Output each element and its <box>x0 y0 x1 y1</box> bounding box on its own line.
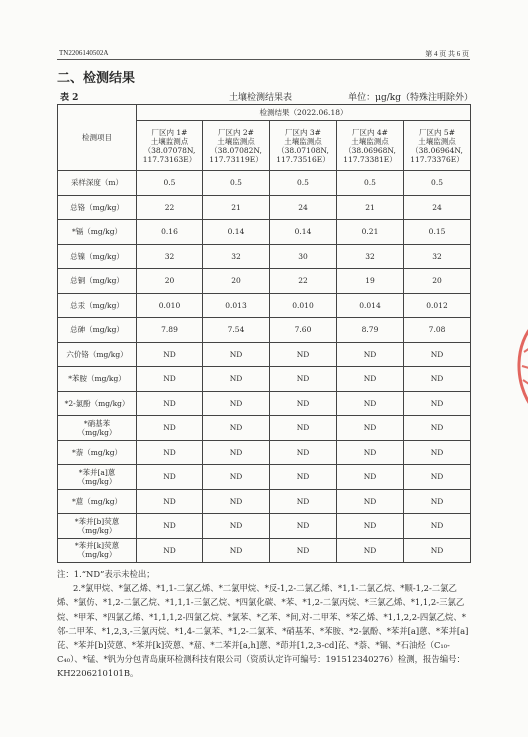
value-cell: 8.79 <box>337 318 404 343</box>
cell-line: 土壤监测点 <box>284 136 322 146</box>
value-cell: 24 <box>270 195 337 220</box>
value-cell: 32 <box>337 244 404 269</box>
value-cell: ND <box>404 416 471 441</box>
value-cell: ND <box>270 440 337 465</box>
value-cell: ND <box>137 538 203 563</box>
table-row <box>58 269 471 294</box>
cell-line: 土壤监测点 <box>418 136 456 146</box>
value-cell: ND <box>137 514 203 539</box>
note-2: 2.*氯甲烷、*氯乙烯、*1,1-二氯乙烯、*二氯甲烷、*反-1,2-二氯乙烯、*1,1-二氯乙烷、*顺-1,2-二氯乙烯、*氯仿、*1,2-二氯乙烷、*1,1,1-三氯乙烷、*四氯化碳、*苯、*1,2-二氯丙烷、*三氯乙烯、*1,1,2-三氯乙烷、*甲苯、*四氯乙烯、*1,1,1,2-四氯乙烷、*氯苯、*乙苯、*间,对-二甲苯、*苯乙烯、*1,1,2,2-四氯乙烷、*邻-二甲苯、*1,2,3,-三氯丙烷、*1,4-二氯苯、*1,2-二氯苯、*硝基苯、*苯胺、*2-氯酚、*苯并[a]蒽、*苯并[a]芘、*苯并[b]荧蒽、*苯并[k]荧蒽、*䓛、*二苯并[a,h]蒽、*茚并[1,2,3-cd]芘、*萘、*镉、*石油烃（C₁₀-C₄₀）、*锰、*钒为分包青岛康环检测科技有限公司（资质认定许可编号：191512340276）检测，报告编号：KH2206210101B。 <box>57 583 469 679</box>
value-cell: ND <box>337 465 404 490</box>
notes <box>57 567 471 681</box>
item-cell <box>58 514 137 539</box>
value-cell: 24 <box>404 195 471 220</box>
table-row <box>58 367 471 392</box>
point-header <box>337 121 404 171</box>
table-label: 表 2 <box>60 93 79 103</box>
value-cell: 22 <box>270 269 337 294</box>
cell-line: 总铬（mg/kg） <box>70 202 124 212</box>
value-cell: ND <box>203 367 270 392</box>
cell-line: *萘（mg/kg） <box>71 447 123 457</box>
value-cell: ND <box>404 514 471 539</box>
cell-line: 土壤监测点 <box>150 136 189 146</box>
value-cell: ND <box>203 391 270 416</box>
cell-line: （mg/kg） <box>77 525 117 535</box>
value-cell: ND <box>203 489 270 514</box>
value-cell: 0.5 <box>404 171 471 196</box>
value-cell: ND <box>337 538 404 563</box>
value-cell: ND <box>137 465 203 490</box>
table-row <box>58 342 471 367</box>
cell-line: 采样深度（m） <box>70 178 124 188</box>
note-1: 注：1.“ND”表示未检出； <box>57 569 155 579</box>
cell-line: 厂区内 5# <box>419 127 455 137</box>
cell-line: （38.06964N, <box>411 145 463 155</box>
header-row <box>58 105 471 121</box>
cell-line: *苯胺（mg/kg） <box>68 374 126 384</box>
value-cell: ND <box>270 514 337 539</box>
cell-line: 117.73119E） <box>209 154 263 164</box>
point-header <box>203 121 270 171</box>
value-cell: 20 <box>203 269 270 294</box>
value-cell: 0.5 <box>203 171 270 196</box>
cell-line: *苯并[b]荧蒽 <box>74 516 120 526</box>
item-cell <box>58 220 137 245</box>
soil-results-table <box>57 104 471 563</box>
value-cell: 7.89 <box>137 318 203 343</box>
item-cell <box>58 416 137 441</box>
cell-line: *硝基苯 <box>83 418 111 428</box>
header-divider <box>57 59 470 60</box>
value-cell: ND <box>404 440 471 465</box>
table-row <box>58 293 471 318</box>
table-row <box>58 514 471 539</box>
table-row <box>58 440 471 465</box>
cell-line: 总镍（mg/kg） <box>70 251 124 261</box>
value-cell: ND <box>270 489 337 514</box>
value-cell: 0.14 <box>270 220 337 245</box>
cell-line: （38.06968N, <box>344 145 396 155</box>
table-title: 土壤检测结果表 <box>229 93 293 103</box>
table-row <box>58 391 471 416</box>
item-cell <box>58 489 137 514</box>
table-unit: 单位：μg/kg（特殊注明除外） <box>348 93 473 103</box>
value-cell: ND <box>203 465 270 490</box>
cell-line: *镉（mg/kg） <box>71 227 123 237</box>
page-info: 第 4 页 共 6 页 <box>425 50 469 58</box>
cell-line: *䓛（mg/kg） <box>71 496 123 506</box>
value-cell: 32 <box>404 244 471 269</box>
value-cell: 0.012 <box>404 293 471 318</box>
cell-line: 厂区内 1# <box>151 127 188 137</box>
value-cell: 0.15 <box>404 220 471 245</box>
item-cell <box>58 391 137 416</box>
cell-line: （38.07078N, <box>143 145 196 155</box>
table-row <box>58 416 471 441</box>
table-row <box>58 171 471 196</box>
point-header <box>270 121 337 171</box>
value-cell: 0.16 <box>137 220 203 245</box>
cell-line: *苯并[k]荧蒽 <box>74 541 120 551</box>
value-cell: 19 <box>337 269 404 294</box>
table-row <box>58 244 471 269</box>
cell-line: （mg/kg） <box>77 550 117 560</box>
item-header: 检测项目 <box>58 105 137 171</box>
point-header <box>404 121 471 171</box>
value-cell: ND <box>337 342 404 367</box>
table-row <box>58 538 471 563</box>
value-cell: ND <box>137 391 203 416</box>
table-caption <box>57 90 473 102</box>
value-cell: ND <box>270 416 337 441</box>
cell-line: （mg/kg） <box>77 427 117 437</box>
value-cell: 7.60 <box>270 318 337 343</box>
value-cell: ND <box>270 391 337 416</box>
cell-line: 厂区内 2# <box>218 127 254 137</box>
value-cell: ND <box>137 342 203 367</box>
report-number: TN2206140502A <box>59 49 109 57</box>
item-cell <box>58 269 137 294</box>
value-cell: ND <box>203 342 270 367</box>
table-row <box>58 220 471 245</box>
value-cell: ND <box>270 538 337 563</box>
value-cell: ND <box>137 489 203 514</box>
value-cell: ND <box>337 367 404 392</box>
cell-line: 厂区内 3# <box>285 127 321 137</box>
cell-line: 总砷（mg/kg） <box>70 325 124 335</box>
value-cell: 0.21 <box>337 220 404 245</box>
item-cell <box>58 244 137 269</box>
value-cell: ND <box>337 416 404 441</box>
cell-line: 总铜（mg/kg） <box>70 276 124 286</box>
value-cell: 0.5 <box>337 171 404 196</box>
value-cell: 22 <box>137 195 203 220</box>
value-cell: 20 <box>404 269 471 294</box>
item-cell <box>58 465 137 490</box>
value-cell: ND <box>404 465 471 490</box>
cell-line: 117.73516E） <box>276 154 330 164</box>
item-cell <box>58 440 137 465</box>
value-cell: ND <box>404 391 471 416</box>
value-cell: ND <box>404 367 471 392</box>
value-cell: ND <box>270 342 337 367</box>
value-cell: ND <box>203 440 270 465</box>
item-cell <box>58 318 137 343</box>
value-cell: ND <box>337 391 404 416</box>
cell-line: 六价铬（mg/kg） <box>66 349 128 359</box>
table-row <box>58 465 471 490</box>
value-cell: 21 <box>203 195 270 220</box>
value-cell: ND <box>337 489 404 514</box>
cell-line: 土壤监测点 <box>217 136 255 146</box>
value-cell: 32 <box>137 244 203 269</box>
value-cell: 0.5 <box>270 171 337 196</box>
cell-line: 厂区内 4# <box>352 127 388 137</box>
value-cell: 20 <box>137 269 203 294</box>
value-cell: ND <box>137 440 203 465</box>
value-cell: ND <box>203 514 270 539</box>
value-cell: ND <box>404 538 471 563</box>
cell-line: *苯并[a]蒽 <box>78 467 116 477</box>
cell-line: （38.07082N, <box>210 145 262 155</box>
item-cell <box>58 367 137 392</box>
value-cell: 7.54 <box>203 318 270 343</box>
value-cell: 0.010 <box>270 293 337 318</box>
value-cell: 32 <box>203 244 270 269</box>
value-cell: 0.14 <box>203 220 270 245</box>
table-row <box>58 195 471 220</box>
item-cell <box>58 171 137 196</box>
table-row <box>58 318 471 343</box>
value-cell: 0.010 <box>137 293 203 318</box>
stamp-edge-mark <box>508 322 528 412</box>
cell-line: 117.73163E） <box>142 154 197 164</box>
value-cell: ND <box>404 342 471 367</box>
cell-line: 117.73376E） <box>410 154 464 164</box>
point-header <box>137 121 203 171</box>
cell-line: （mg/kg） <box>77 476 117 486</box>
value-cell: 30 <box>270 244 337 269</box>
value-cell: ND <box>203 538 270 563</box>
value-cell: 0.013 <box>203 293 270 318</box>
item-cell <box>58 342 137 367</box>
date-header: 检测结果（2022.06.18） <box>137 105 471 121</box>
value-cell: 0.5 <box>137 171 203 196</box>
value-cell: 0.014 <box>337 293 404 318</box>
value-cell: ND <box>404 489 471 514</box>
cell-line: 总汞（mg/kg） <box>70 300 124 310</box>
item-cell <box>58 293 137 318</box>
table-row <box>58 489 471 514</box>
cell-line: （38.07108N, <box>277 145 329 155</box>
item-cell <box>58 195 137 220</box>
value-cell: ND <box>337 514 404 539</box>
value-cell: ND <box>270 367 337 392</box>
section-title: 二、检测结果 <box>57 71 136 86</box>
cell-line: 土壤监测点 <box>351 136 389 146</box>
cell-line: 117.73381E） <box>343 154 397 164</box>
value-cell: ND <box>203 416 270 441</box>
value-cell: 21 <box>337 195 404 220</box>
value-cell: ND <box>137 416 203 441</box>
value-cell: ND <box>337 440 404 465</box>
value-cell: ND <box>270 465 337 490</box>
cell-line: *2-氯酚（mg/kg） <box>64 398 130 408</box>
value-cell: ND <box>137 367 203 392</box>
value-cell: 7.08 <box>404 318 471 343</box>
item-cell <box>58 538 137 563</box>
